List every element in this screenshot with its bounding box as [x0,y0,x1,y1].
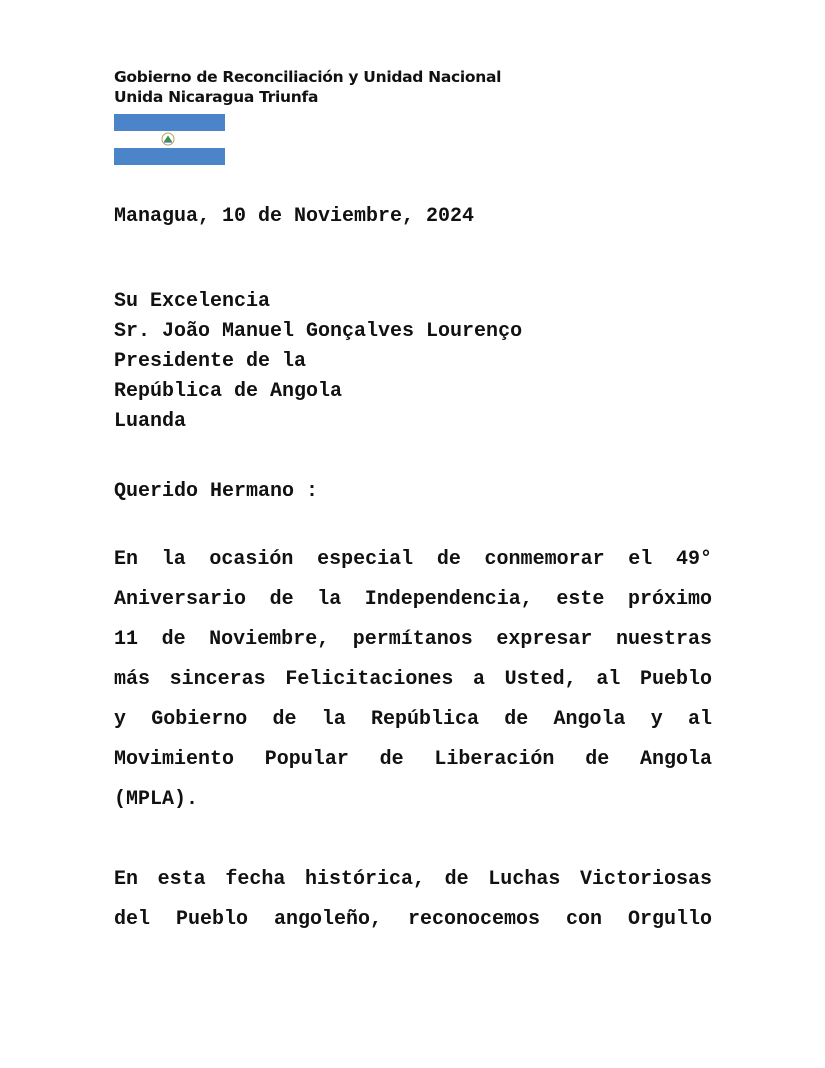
date-line: Managua, 10 de Noviembre, 2024 [114,205,475,228]
paragraph-line: En la ocasión especial de conmemorar el 49° [114,548,712,571]
paragraph-line: Movimiento Popular de Liberación de Angola [114,748,712,771]
paragraph-line: y Gobierno de la República de Angola y al [114,708,712,731]
salutation: Querido Hermano : [114,480,319,503]
letterhead-slogan: Unida Nicaragua Triunfa [114,88,319,106]
coat-of-arms-icon [161,132,175,146]
recipient-name: Sr. João Manuel Gonçalves Lourenço [114,320,523,343]
paragraph-line: 11 de Noviembre, permítanos expresar nuestras [114,628,712,651]
paragraph-line: En esta fecha histórica, de Luchas Victoriosas [114,868,712,891]
letterhead-government-name: Gobierno de Reconciliación y Unidad Nacional [114,68,502,86]
nicaragua-flag-icon [114,114,225,165]
flag-top-band [114,114,225,131]
recipient-title: Presidente de la [114,350,307,373]
body-paragraph-1 [114,540,712,820]
recipient-country: República de Angola [114,380,343,403]
paragraph-line: más sinceras Felicitaciones a Usted, al Pueblo [114,668,712,691]
flag-bottom-band [114,148,225,165]
flag-middle-band [114,131,225,148]
body-paragraph-2 [114,860,712,940]
letterhead [114,67,501,107]
paragraph-line: (MPLA). [114,788,199,811]
paragraph-line: del Pueblo angoleño, reconocemos con Orgullo [114,908,712,931]
paragraph-line: Aniversario de la Independencia, este próximo [114,588,712,611]
recipient-city: Luanda [114,410,187,433]
recipient-address [114,287,522,437]
recipient-honorific: Su Excelencia [114,290,271,313]
